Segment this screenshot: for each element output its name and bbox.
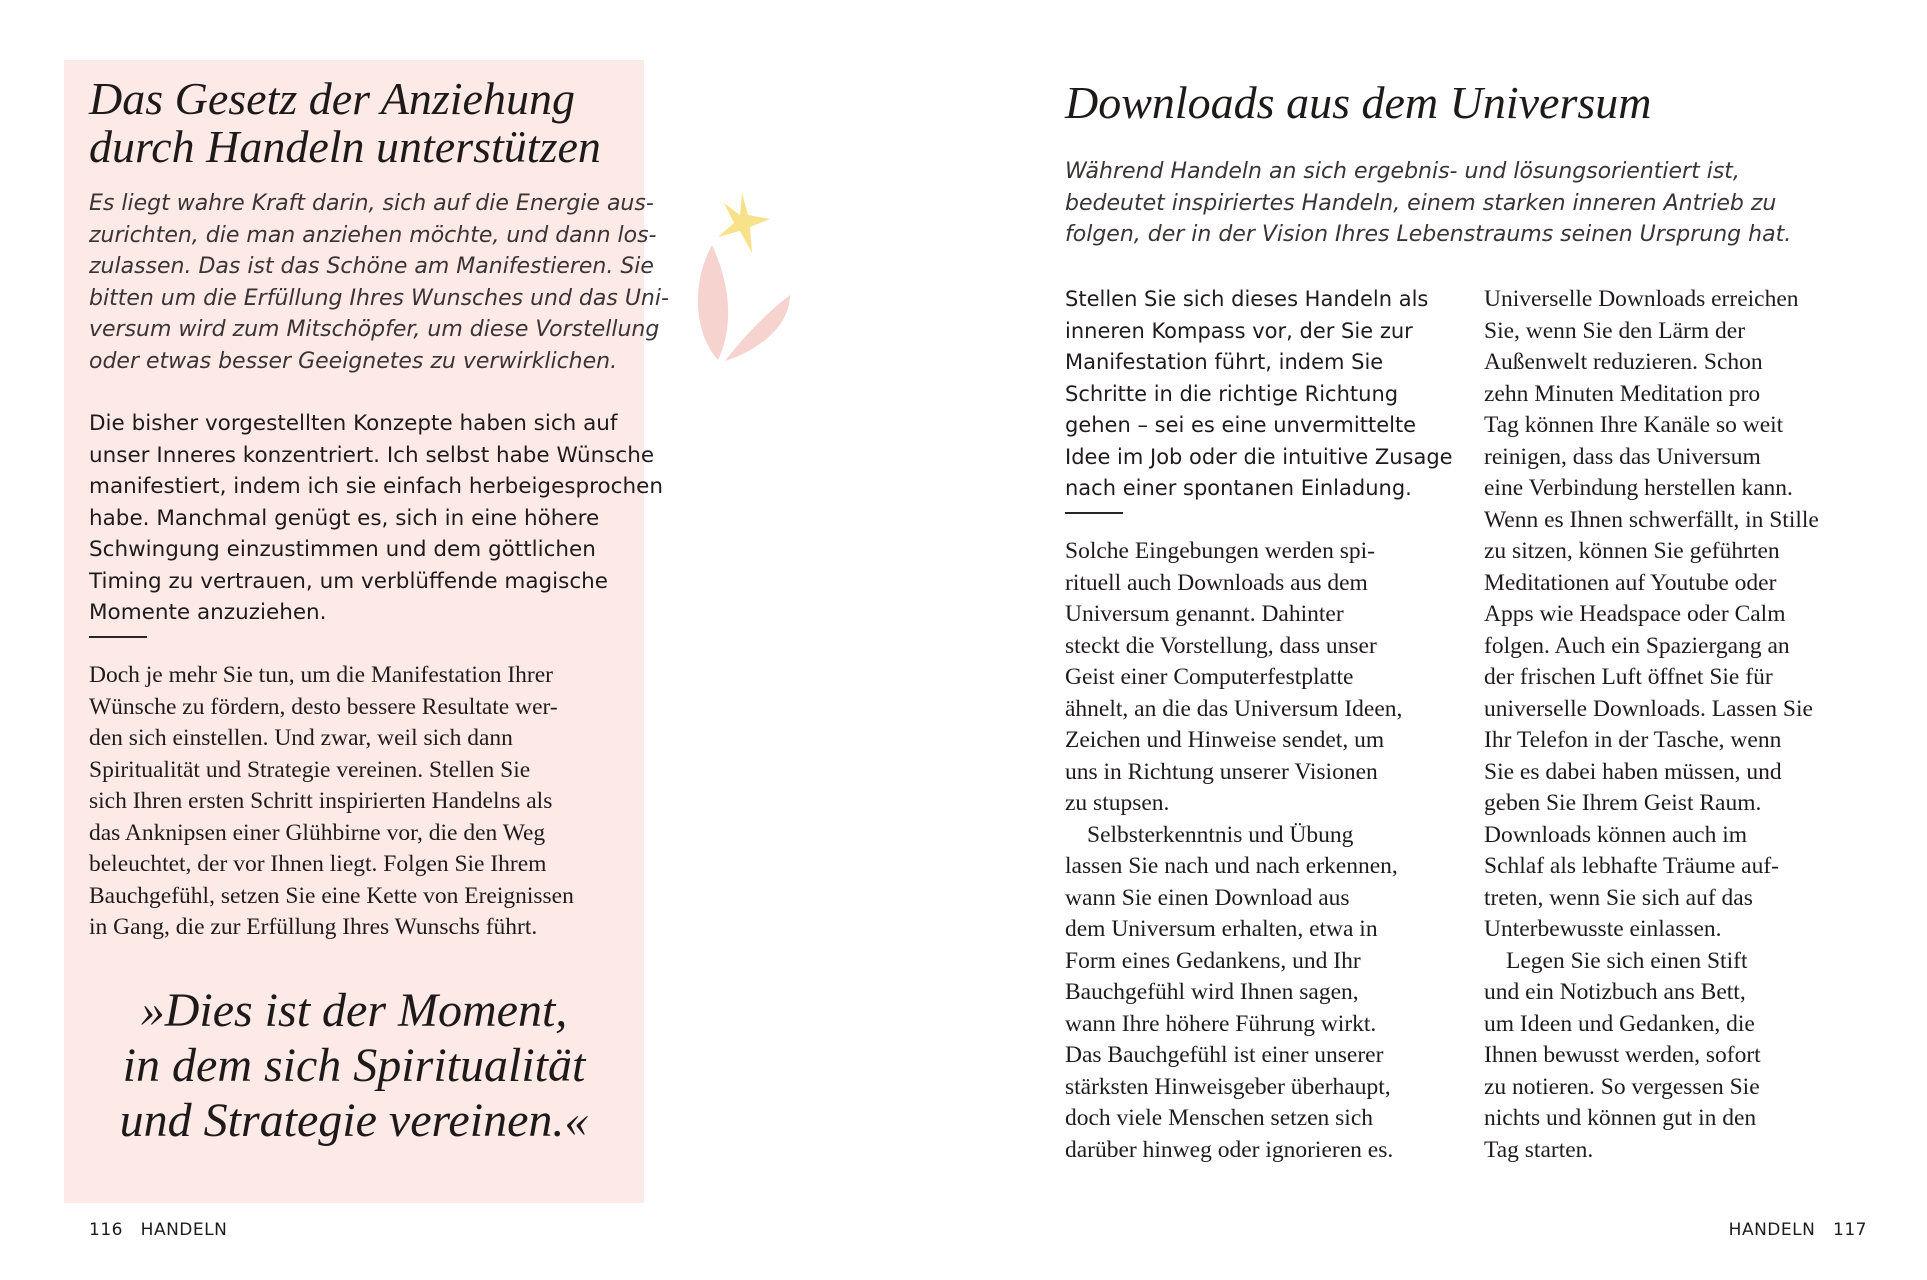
text-line: Universum genannt. Dahinter xyxy=(1065,601,1344,627)
right-page-title: Downloads aus dem Universum xyxy=(1065,77,1652,128)
text-line: folgen, der in der Vision Ihres Lebenstraums seinen Ursprung hat. xyxy=(1065,222,1792,247)
text-line: Manifestation führt, indem Sie xyxy=(1065,350,1384,374)
text-line: manifestiert, indem ich sie einfach herbeigesprochen xyxy=(89,474,663,499)
text-line: Spiritualität und Strategie vereinen. Stellen Sie xyxy=(89,756,531,783)
decoration-illustration xyxy=(690,185,830,370)
text-line: Sie, wenn Sie den Lärm der xyxy=(1484,317,1746,344)
text-line: Selbsterkenntnis und Übung xyxy=(1087,821,1354,848)
text-line: bedeutet inspiriertes Handeln, einem starken inneren Antrieb zu xyxy=(1065,190,1777,216)
text-line: Schwingung einzustimmen und dem göttlichen xyxy=(89,537,596,562)
text-line: zulassen. Das ist das Schöne am Manifestieren. Sie xyxy=(89,254,654,279)
text-line: darüber hinweg oder ignorieren es. xyxy=(1065,1136,1394,1163)
column1-serif-paragraph xyxy=(1065,536,1465,1166)
text-line: Außenwelt reduzieren. Schon xyxy=(1484,349,1763,375)
text-line: beleuchtet, der vor Ihnen liegt. Folgen Sie Ihrem xyxy=(89,851,547,877)
text-line: wann Sie einen Download aus xyxy=(1065,884,1350,911)
text-line: geben Sie Ihrem Geist Raum. xyxy=(1484,790,1762,816)
text-line: Zeichen und Hinweise sendet, um xyxy=(1065,727,1385,753)
text-line: Schritte in die richtige Richtung xyxy=(1065,381,1399,406)
text-line: rituell auch Downloads aus dem xyxy=(1065,569,1368,596)
text-line: oder etwas besser Geeignetes zu verwirklichen. xyxy=(89,348,618,374)
right-lead-paragraph xyxy=(1065,156,1825,251)
text-line: dem Universum erhalten, etwa in xyxy=(1065,916,1378,942)
separator-rule xyxy=(89,636,147,638)
text-line: der frischen Luft öffnet Sie für xyxy=(1484,664,1773,690)
text-line: Apps wie Headspace oder Calm xyxy=(1484,601,1786,627)
text-line: Bauchgefühl, setzen Sie eine Kette von Ereignissen xyxy=(89,882,574,909)
text-line: Tag können Ihre Kanäle so weit xyxy=(1484,412,1784,438)
text-line: stärksten Hinweisgeber überhaupt, xyxy=(1065,1073,1391,1100)
title-line: Das Gesetz der Anziehung xyxy=(89,73,575,124)
text-line: Tag starten. xyxy=(1484,1136,1594,1163)
quote-line: »Dies ist der Moment, xyxy=(140,984,568,1037)
text-line: ähnelt, an die das Universum Ideen, xyxy=(1065,695,1403,722)
text-line: uns in Richtung unserer Visionen xyxy=(1065,758,1378,785)
running-head: HANDELN xyxy=(1728,1220,1816,1240)
text-line: Unterbewusste einlassen. xyxy=(1484,916,1722,942)
left-folio xyxy=(89,1220,227,1240)
left-lead-paragraph xyxy=(89,188,669,377)
text-line: sich Ihren ersten Schritt inspirierten Handelns als xyxy=(89,788,553,814)
left-serif-paragraph xyxy=(89,660,649,944)
text-line: Solche Eingebungen werden spi- xyxy=(1065,538,1375,564)
text-line: Idee im Job oder die intuitive Zusage xyxy=(1065,444,1453,469)
left-page-title xyxy=(89,75,649,171)
text-line: unser Inneres konzentriert. Ich selbst habe Wünsche xyxy=(89,442,655,468)
left-sans-paragraph xyxy=(89,408,663,629)
column2-paragraph xyxy=(1484,284,1884,1166)
text-line: nach einer spontanen Einladung. xyxy=(1065,476,1412,500)
text-line: Wünsche zu fördern, desto bessere Resultate wer- xyxy=(89,693,558,720)
text-line: gehen – sei es eine unvermittelte xyxy=(1065,413,1417,437)
text-line: Stellen Sie sich dieses Handeln als xyxy=(1065,287,1429,311)
text-line: zu notieren. So vergessen Sie xyxy=(1484,1073,1760,1100)
text-line: Legen Sie sich einen Stift xyxy=(1506,947,1748,974)
star-icon xyxy=(718,193,770,253)
text-line: nichts und können gut in den xyxy=(1484,1105,1757,1131)
column1-sans-paragraph xyxy=(1065,284,1453,505)
text-line: lassen Sie nach und nach erkennen, xyxy=(1065,853,1398,879)
text-line: Form eines Gedankens, und Ihr xyxy=(1065,947,1361,974)
text-line: Ihnen bewusst werden, sofort xyxy=(1484,1042,1761,1068)
text-line: zurichten, die man anziehen möchte, und dann los- xyxy=(89,222,657,248)
pull-quote xyxy=(64,983,644,1148)
leaf-icon xyxy=(698,245,790,363)
text-line: treten, wenn Sie sich auf das xyxy=(1484,884,1753,911)
text-line: Das Bauchgefühl ist einer unserer xyxy=(1065,1042,1384,1068)
text-line: doch viele Menschen setzen sich xyxy=(1065,1105,1374,1131)
text-line: Die bisher vorgestellten Konzepte haben sich auf xyxy=(89,411,618,436)
text-line: Schlaf als lebhafte Träume auf- xyxy=(1484,853,1779,879)
text-line: Es liegt wahre Kraft darin, sich auf die Energie aus- xyxy=(89,191,654,216)
text-line: zu sitzen, können Sie geführten xyxy=(1484,538,1780,564)
text-line: Doch je mehr Sie tun, um die Manifestation Ihrer xyxy=(89,662,553,688)
page-number: 117 xyxy=(1833,1220,1867,1240)
text-line: Geist einer Computerfestplatte xyxy=(1065,664,1354,690)
text-line: Momente anzuziehen. xyxy=(89,600,327,625)
text-line: Wenn es Ihnen schwerfällt, in Stille xyxy=(1484,506,1819,533)
running-head: HANDELN xyxy=(140,1220,228,1240)
text-line: wann Ihre höhere Führung wirkt. xyxy=(1065,1010,1377,1037)
page-number: 116 xyxy=(89,1220,123,1240)
text-line: reinigen, dass das Universum xyxy=(1484,443,1761,470)
text-line: bitten um die Erfüllung Ihres Wunsches und das Uni- xyxy=(89,285,669,311)
text-line: in Gang, die zur Erfüllung Ihres Wunschs führt. xyxy=(89,914,538,940)
text-line: habe. Manchmal genügt es, sich in eine höhere xyxy=(89,505,600,531)
quote-line: in dem sich Spiritualität xyxy=(122,1039,586,1092)
text-line: steckt die Vorstellung, dass unser xyxy=(1065,632,1377,659)
quote-line: und Strategie vereinen.« xyxy=(119,1094,589,1147)
text-line: den sich einstellen. Und zwar, weil sich dann xyxy=(89,725,513,751)
text-line: das Anknipsen einer Glühbirne vor, die den Weg xyxy=(89,819,546,846)
separator-rule xyxy=(1065,512,1123,514)
text-line: zu stupsen. xyxy=(1065,790,1170,816)
text-line: Universelle Downloads erreichen xyxy=(1484,286,1799,312)
text-line: folgen. Auch ein Spaziergang an xyxy=(1484,632,1790,659)
text-line: Während Handeln an sich ergebnis- und lösungsorientiert ist, xyxy=(1065,159,1740,184)
text-line: versum wird zum Mitschöpfer, um diese Vorstellung xyxy=(89,317,660,342)
text-line: zehn Minuten Meditation pro xyxy=(1484,380,1761,407)
text-line: Timing zu vertrauen, um verblüffende magische xyxy=(89,568,609,594)
right-folio xyxy=(1729,1220,1867,1240)
text-line: und ein Notizbuch ans Bett, xyxy=(1484,979,1746,1005)
text-line: Ihr Telefon in der Tasche, wenn xyxy=(1484,727,1782,753)
text-line: Bauchgefühl wird Ihnen sagen, xyxy=(1065,979,1359,1005)
text-line: inneren Kompass vor, der Sie zur xyxy=(1065,318,1413,343)
text-line: Downloads können auch im xyxy=(1484,821,1748,848)
text-line: um Ideen und Gedanken, die xyxy=(1484,1010,1755,1037)
text-line: eine Verbindung herstellen kann. xyxy=(1484,475,1793,501)
text-line: universelle Downloads. Lassen Sie xyxy=(1484,695,1813,722)
text-line: Meditationen auf Youtube oder xyxy=(1484,569,1777,596)
title-line: durch Handeln unterstützen xyxy=(89,121,601,172)
text-line: Sie es dabei haben müssen, und xyxy=(1484,758,1782,785)
